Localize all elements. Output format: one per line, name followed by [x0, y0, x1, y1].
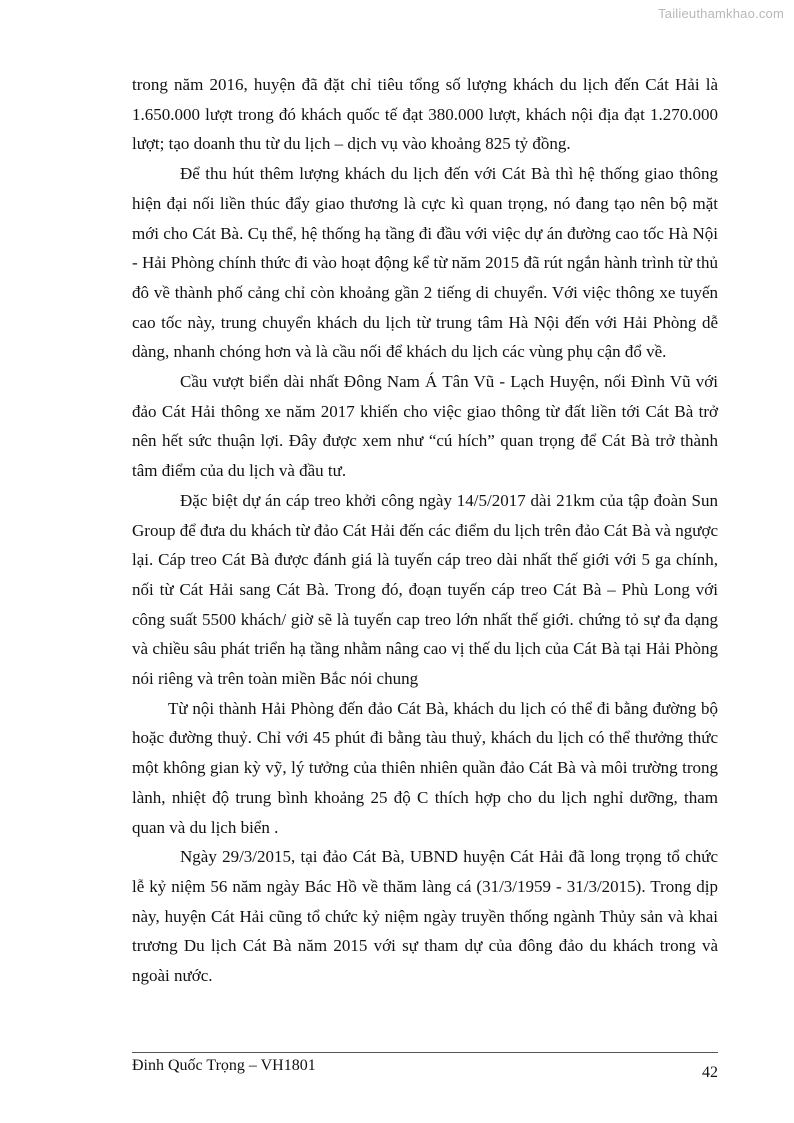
footer-author: Đinh Quốc Trọng – VH1801: [132, 1057, 316, 1074]
paragraph-2: Để thu hút thêm lượng khách du lịch đến với Cát Bà thì hệ thống giao thông hiện đại nối liền thúc đẩy giao thương là cực kì quan trọng, nó đang tạo nên bộ mặt mới cho Cát Bà. Cụ thể, hệ thống hạ tầng đi đầu với việc dự án đường cao tốc Hà Nội - Hải Phòng chính thức đi vào hoạt động kể từ năm 2015 đã rút ngắn hành trình từ thủ đô về thành phố cảng chỉ còn khoảng gần 2 tiếng di chuyển. Với việc thông xe tuyến cao tốc này, trung chuyển khách du lịch từ trung tâm Hà Nội đến với Hải Phòng dễ dàng, nhanh chóng hơn và là cầu nối để khách du lịch các vùng phụ cận đổ về.: [132, 164, 718, 362]
watermark: Tailieuthamkhao.com: [658, 6, 784, 21]
footer-divider: [132, 1052, 718, 1053]
paragraph-4: Đặc biệt dự án cáp treo khởi công ngày 14/5/2017 dài 21km của tập đoàn Sun Group để đưa du khách từ đảo Cát Hải đến các điểm du lịch trên đảo Cát Bà và ngược lại. Cáp treo Cát Bà được đánh giá là tuyến cáp treo dài nhất thế giới với 5 ga chính, nối từ Cát Hải sang Cát Bà. Trong đó, đoạn tuyến cáp treo Cát Bà – Phù Long với công suất 5500 khách/ giờ sẽ là tuyến cap treo lớn nhất thế giới. chứng tỏ sự đa dạng và chiều sâu phát triển hạ tầng nhằm nâng cao vị thế du lịch của Cát Bà tại Hải Phòng nói riêng và trên toàn miền Bắc nói chung: [132, 490, 718, 689]
paragraph-5: Từ nội thành Hải Phòng đến đảo Cát Bà, khách du lịch có thể đi bằng đường bộ hoặc đường thuỷ. Chỉ với 45 phút đi bằng tàu thuỷ, khách du lịch có thể thưởng thức một không gian kỳ vỹ, lý tưởng của thiên nhiên quần đảo Cát Bà và môi trường trong lành, nhiệt độ trung bình khoảng 25 độ C thích hợp cho du lịch nghỉ dưỡng, tham quan và du lịch biển .: [132, 698, 718, 837]
page-number: 42: [702, 1064, 718, 1081]
paragraph-3: Cầu vượt biển dài nhất Đông Nam Á Tân Vũ - Lạch Huyện, nối Đình Vũ với đảo Cát Hải thông xe năm 2017 khiến cho việc giao thông từ đất liền tới Cát Bà trở nên hết sức thuận lợi. Đây được xem như “cú hích” quan trọng để Cát Bà trở thành tâm điểm của du lịch và đầu tư.: [132, 372, 718, 481]
document-body: [132, 70, 718, 991]
paragraph-6: Ngày 29/3/2015, tại đảo Cát Bà, UBND huyện Cát Hải đã long trọng tổ chức lễ kỷ niệm 56 năm ngày Bác Hồ về thăm làng cá (31/3/1959 - 31/3/2015). Trong dịp này, huyện Cát Hải cũng tổ chức kỷ niệm ngày truyền thống ngành Thủy sản và khai trương Du lịch Cát Bà năm 2015 với sự tham dự của đông đảo du khách trong và ngoài nước.: [132, 847, 718, 986]
paragraph-1: trong năm 2016, huyện đã đặt chỉ tiêu tổng số lượng khách du lịch đến Cát Hải là 1.650.000 lượt trong đó khách quốc tế đạt 380.000 lượt, khách nội địa đạt 1.270.000 lượt; tạo doanh thu từ du lịch – dịch vụ vào khoảng 825 tỷ đồng.: [132, 75, 718, 154]
